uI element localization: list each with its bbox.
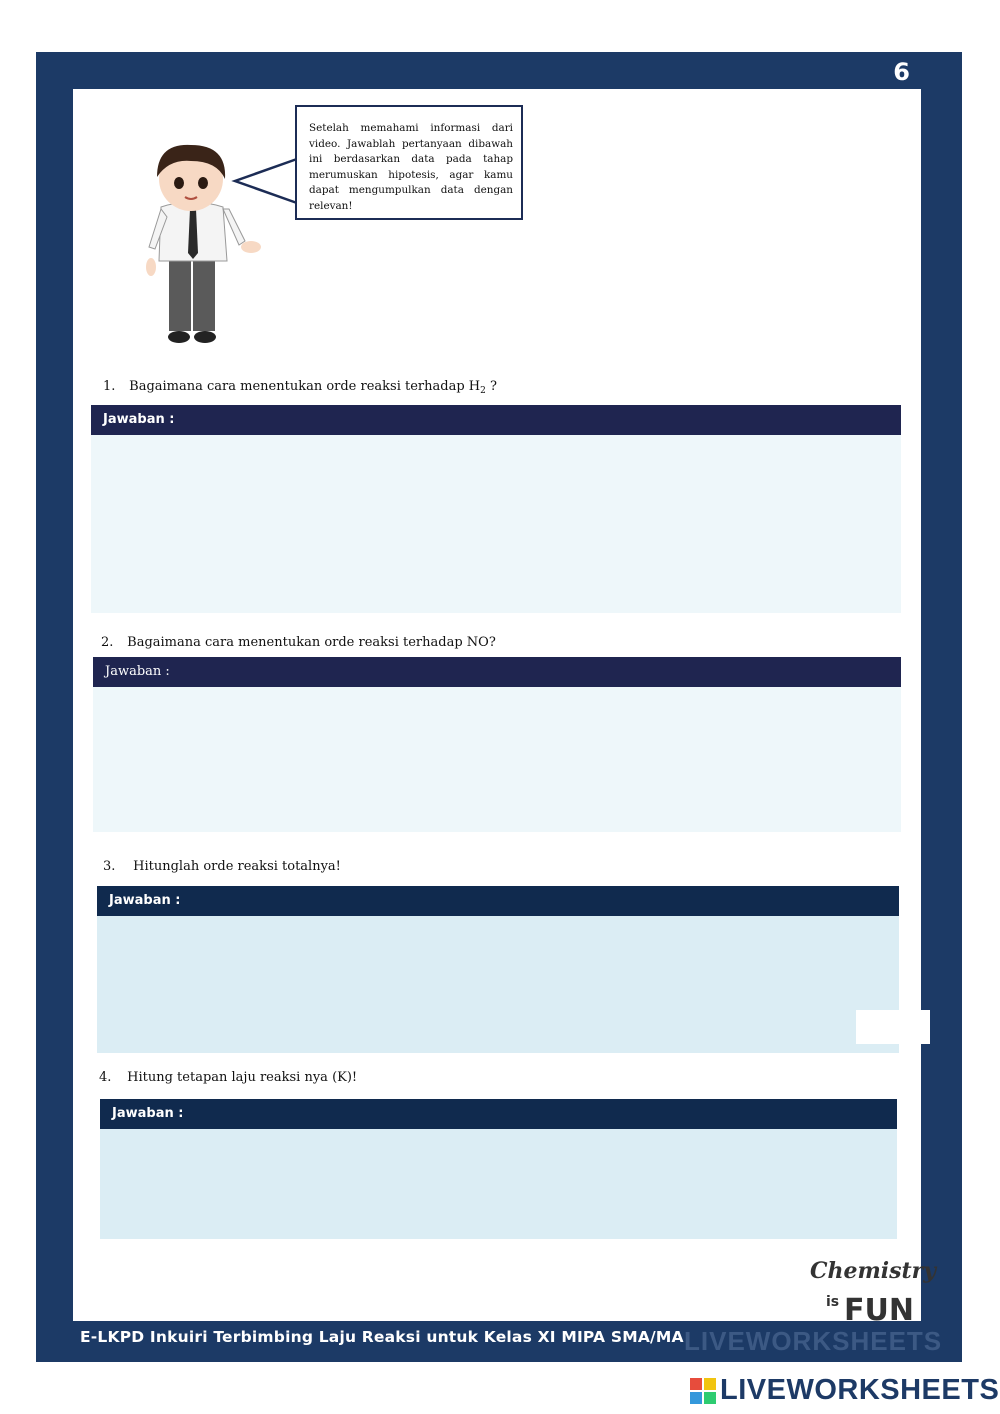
footer-watermark: LIVEWORKSHEETS bbox=[684, 1326, 943, 1356]
svg-text:is: is bbox=[826, 1294, 840, 1310]
question-text: Hitung tetapan laju reaksi nya (K)! bbox=[127, 1070, 358, 1085]
speech-bubble-tail bbox=[231, 155, 301, 217]
answer-header-1: Jawaban : bbox=[91, 405, 901, 435]
question-1 bbox=[103, 379, 497, 396]
instruction-speech-bubble: Setelah memahami informasi dari video. Jawablah pertanyaan dibawah ini berdasarkan data pada tahap merumuskan hipotesis, agar kamu dapat mengumpulkan data dengan relevan! bbox=[295, 105, 523, 220]
liveworksheets-brand[interactable]: LIVEWORKSHEETS bbox=[720, 1374, 1000, 1406]
question-text: Bagaimana cara menentukan orde reaksi terhadap NO? bbox=[127, 635, 496, 650]
chemistry-is-fun-logo bbox=[808, 1254, 937, 1328]
svg-text:FUN: FUN bbox=[844, 1293, 914, 1328]
page-number: 6 bbox=[893, 58, 910, 86]
footer-title: E-LKPD Inkuiri Terbimbing Laju Reaksi untuk Kelas XI MIPA SMA/MA bbox=[80, 1328, 684, 1346]
answer-box-2[interactable] bbox=[93, 687, 901, 832]
white-patch bbox=[856, 1010, 930, 1044]
answer-header-4: Jawaban : bbox=[100, 1099, 897, 1129]
page-frame bbox=[36, 52, 962, 1362]
question-2 bbox=[101, 635, 496, 650]
question-text: Bagaimana cara menentukan orde reaksi terhadap $H_2$ ? bbox=[129, 379, 497, 396]
question-4 bbox=[99, 1070, 357, 1085]
question-number: 1. bbox=[103, 379, 116, 394]
answer-box-3[interactable] bbox=[97, 916, 899, 1053]
question-number: 2. bbox=[101, 635, 114, 650]
answer-header-2: Jawaban : bbox=[93, 657, 901, 687]
answer-header-3: Jawaban : bbox=[97, 886, 899, 916]
question-number: 4. bbox=[99, 1070, 112, 1085]
question-text: Hitunglah orde reaksi totalnya! bbox=[133, 859, 341, 874]
question-number: 3. bbox=[103, 859, 116, 874]
liveworksheets-logo-icon bbox=[690, 1378, 716, 1404]
svg-text:Chemistry: Chemistry bbox=[810, 1258, 937, 1284]
answer-box-1[interactable] bbox=[91, 435, 901, 613]
question-3 bbox=[103, 859, 341, 874]
answer-box-4[interactable] bbox=[100, 1129, 897, 1239]
worksheet-sheet bbox=[73, 89, 937, 1328]
